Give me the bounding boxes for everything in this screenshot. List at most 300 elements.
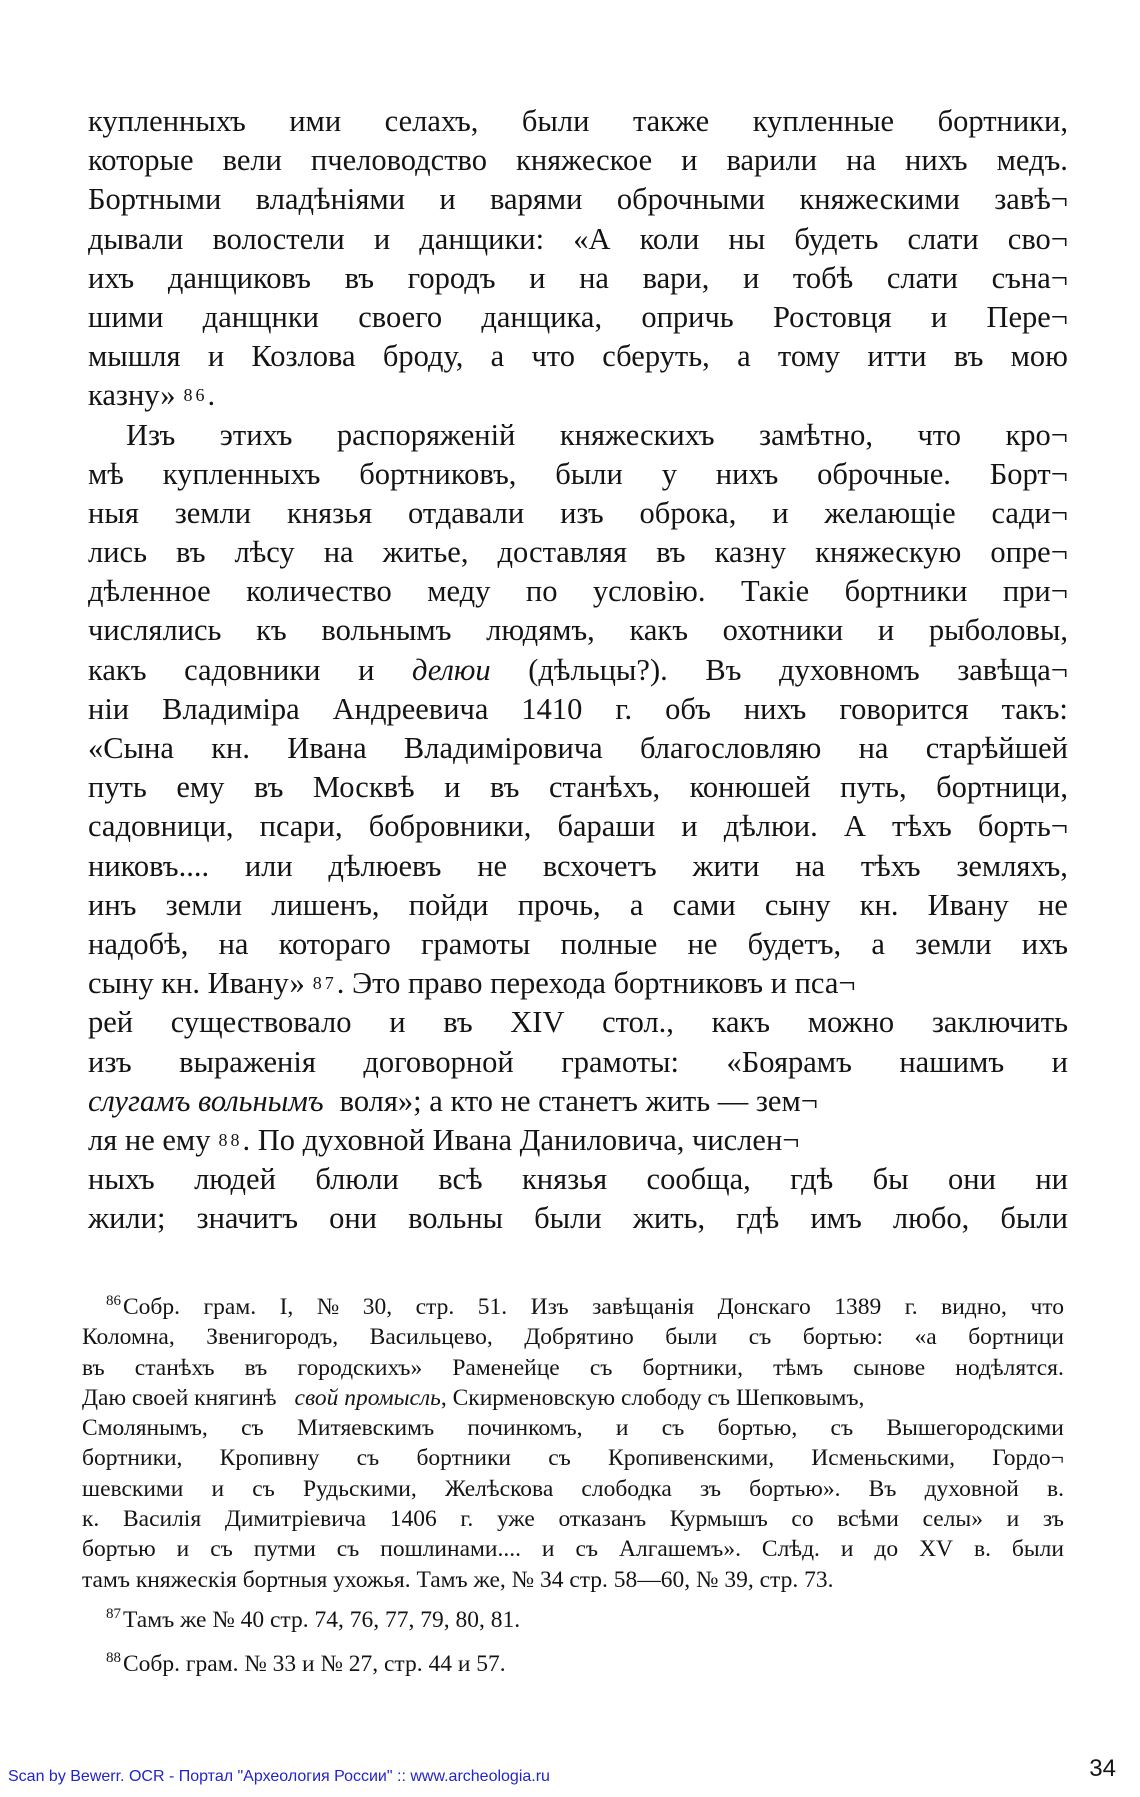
word: княжескую xyxy=(815,535,962,570)
word: Борт¬ xyxy=(989,456,1068,491)
word: I, xyxy=(279,1294,294,1320)
word: грамоты: xyxy=(561,1044,679,1079)
footnote-number: 87 xyxy=(106,1605,121,1622)
footnote-line xyxy=(82,1443,1064,1473)
word: вари, xyxy=(642,260,710,295)
word: уже xyxy=(496,1506,535,1533)
word: и xyxy=(681,809,698,844)
word: оброчные. xyxy=(817,456,951,491)
footnote-ref-88[interactable]: 88 xyxy=(218,1129,243,1150)
word: купленные xyxy=(752,104,895,138)
word: и xyxy=(389,1005,406,1040)
word: садовници, xyxy=(88,809,234,844)
word: были xyxy=(1011,1536,1064,1563)
word: сади¬ xyxy=(991,495,1068,530)
word: своего xyxy=(358,299,443,334)
word: объ xyxy=(665,691,711,726)
word: и xyxy=(211,1475,225,1502)
word: починкомъ, xyxy=(467,1415,583,1442)
footnote-text xyxy=(82,1353,1064,1383)
word: что xyxy=(917,417,961,452)
word: итти xyxy=(867,339,927,374)
word: тѣхъ xyxy=(892,809,952,844)
word: сыну xyxy=(764,887,831,922)
word: и xyxy=(176,1536,190,1563)
text-segment: сыну кн. Ивану» $^{87}$. Это право перехода бортниковъ и пса¬ xyxy=(88,966,856,1001)
word: со xyxy=(791,1506,814,1533)
word: Въ xyxy=(705,652,742,687)
word: рыболовы, xyxy=(928,613,1068,648)
footnote-text xyxy=(82,1443,1064,1473)
footnote-line xyxy=(82,1534,1064,1564)
footnote-text xyxy=(82,1504,1064,1534)
word: г. xyxy=(615,691,633,726)
word: они xyxy=(948,1162,996,1197)
text-line xyxy=(88,572,1068,611)
footnote-text: Тамъ же № 40 стр. 74, 76, 77, 79, 80, 81. xyxy=(123,1606,521,1633)
word: Димитріевича xyxy=(224,1506,367,1533)
text-line xyxy=(88,768,1068,807)
word: делюи xyxy=(412,652,491,687)
word: всѣ xyxy=(438,1162,483,1197)
word: и xyxy=(207,339,225,374)
word: ими xyxy=(289,104,342,138)
word: . xyxy=(207,378,216,413)
footnote-text xyxy=(123,1292,1064,1322)
word: нихъ xyxy=(743,691,807,726)
word: А xyxy=(843,809,866,844)
word: какъ xyxy=(88,652,147,687)
word: съ xyxy=(548,1445,571,1472)
word: (дѣльцы?). xyxy=(528,652,668,687)
word: изъ xyxy=(560,495,604,530)
word: инъ xyxy=(88,887,137,922)
word: завѣ¬ xyxy=(994,182,1068,217)
word: тѣмъ xyxy=(773,1354,824,1381)
footnote-line xyxy=(82,1565,1064,1595)
footnote-ref-87[interactable]: 87 xyxy=(312,973,337,994)
word: до xyxy=(874,1536,899,1563)
text-line xyxy=(88,220,1068,259)
footnote-ref-86[interactable]: 86 xyxy=(183,385,208,406)
word: количество xyxy=(246,574,392,609)
word: и xyxy=(877,613,895,648)
word: не xyxy=(687,926,718,961)
word: на xyxy=(795,848,826,883)
word: кро¬ xyxy=(1005,417,1068,452)
word: бортью». xyxy=(749,1475,841,1502)
footnotes xyxy=(82,1292,1064,1683)
word: Бортными xyxy=(88,182,222,217)
text-line xyxy=(88,729,1068,768)
word: путь, xyxy=(840,770,907,805)
word: к. xyxy=(82,1506,100,1533)
word: прочь, xyxy=(517,887,601,922)
word: гдѣ xyxy=(736,1201,780,1236)
word: на xyxy=(218,926,249,961)
italic-phrase: слугамъ вольнымъ xyxy=(88,1083,324,1118)
word: Вышегородскими xyxy=(886,1415,1064,1442)
word: грамоты xyxy=(421,926,531,961)
word: въ xyxy=(244,1354,268,1381)
word: видно, xyxy=(941,1294,1007,1320)
word: 1389 xyxy=(834,1294,882,1320)
word: бортниковъ, xyxy=(359,456,517,491)
word: отдавали xyxy=(408,495,525,530)
word: съ xyxy=(748,1324,772,1351)
word: бортники, xyxy=(642,1354,743,1381)
word: въ xyxy=(953,339,984,374)
word: замѣтно, xyxy=(759,417,873,452)
word: бортники xyxy=(844,574,968,609)
text-line xyxy=(88,1082,1068,1121)
word: данщика, xyxy=(481,299,603,334)
italic-phrase: свой промысль xyxy=(294,1384,441,1411)
word: были xyxy=(555,456,623,491)
footnote-text xyxy=(82,1413,1064,1443)
word: станѣхъ, xyxy=(548,770,661,805)
word: охотники xyxy=(722,613,844,648)
word: дѣлюевъ xyxy=(328,848,442,883)
word: Изъ xyxy=(530,1294,569,1320)
main-text xyxy=(88,102,1068,1238)
word: зъ xyxy=(1042,1506,1064,1533)
word: житье, xyxy=(382,535,469,570)
word: нашимъ xyxy=(899,1044,1005,1079)
word: медъ. xyxy=(996,143,1068,178)
footnote-text xyxy=(82,1322,1064,1352)
word: пойди xyxy=(408,887,489,922)
word: данщнки xyxy=(202,299,319,334)
word: духовной xyxy=(924,1475,1019,1502)
word: будеть xyxy=(794,221,879,256)
word: жити xyxy=(692,848,760,883)
word: варями xyxy=(490,182,583,217)
word: въ xyxy=(176,535,206,570)
word: также xyxy=(632,104,710,138)
text-line xyxy=(88,337,1068,376)
word: заключить xyxy=(931,1005,1068,1040)
word: Василія xyxy=(122,1506,202,1533)
word: рей xyxy=(88,1005,134,1040)
word: по xyxy=(525,574,558,609)
text-line xyxy=(88,1199,1068,1238)
word: мышля xyxy=(88,339,181,374)
word: Ивана xyxy=(287,731,367,765)
footnote-text: тамъ княжескія бортныя ухожья. Тамъ же, № 34 стр. 58—60, № 39, стр. 73. xyxy=(82,1566,834,1593)
footnote-line xyxy=(82,1383,1064,1413)
word: желающіе xyxy=(824,495,956,530)
footnote-text: Собр. грам. № 33 и № 27, стр. 44 и 57. xyxy=(123,1650,506,1677)
word: Собр. xyxy=(123,1294,181,1320)
word: путми xyxy=(253,1536,316,1563)
word: сво¬ xyxy=(1007,221,1068,256)
word: при¬ xyxy=(1002,574,1068,609)
word: на xyxy=(323,535,354,570)
word: котораго xyxy=(278,926,391,961)
word: отказанъ xyxy=(558,1506,647,1533)
footnote-87 xyxy=(82,1601,1064,1639)
word: доставляя xyxy=(497,535,628,570)
footnote-text xyxy=(82,1474,1064,1504)
word: существовало xyxy=(170,1005,352,1040)
word: Въ xyxy=(868,1475,897,1502)
word: данщиковъ xyxy=(167,260,311,295)
page-number: 34 xyxy=(1089,1755,1116,1782)
word: селы» xyxy=(922,1506,983,1533)
word: Алгашемъ». xyxy=(619,1536,741,1563)
text-line xyxy=(88,651,1068,690)
word: у xyxy=(661,456,677,491)
word: «Сына xyxy=(88,731,174,765)
word: 51. xyxy=(477,1294,508,1320)
word: тобѣ xyxy=(792,260,854,295)
word: путь xyxy=(88,770,147,805)
word: броду, xyxy=(382,339,464,374)
text-line xyxy=(88,847,1068,886)
word: в. xyxy=(1047,1475,1064,1502)
word: жить, xyxy=(632,1201,706,1236)
word: а xyxy=(871,926,885,961)
word: бортью xyxy=(82,1536,156,1563)
word: 30, xyxy=(362,1294,393,1320)
word: въ xyxy=(656,535,686,570)
word: и xyxy=(772,495,789,530)
word: какъ xyxy=(711,1005,771,1040)
word: стр. xyxy=(415,1294,455,1320)
word: къ xyxy=(256,613,287,648)
word: они xyxy=(329,1201,377,1236)
word: Козлова xyxy=(251,339,356,374)
word: и xyxy=(439,182,456,217)
word: съ xyxy=(336,1536,360,1563)
word: нихъ xyxy=(905,143,968,178)
text-line xyxy=(88,494,1068,533)
word: городскихъ» xyxy=(297,1354,423,1381)
word: нодѣлятся. xyxy=(955,1354,1064,1381)
word: оброка, xyxy=(639,495,737,530)
word: съ xyxy=(210,1536,233,1563)
text-line xyxy=(88,533,1068,572)
word: на xyxy=(846,143,877,178)
word: съ xyxy=(356,1445,380,1472)
text-line xyxy=(88,376,1068,415)
word: не xyxy=(1038,887,1068,922)
word: ему xyxy=(176,770,225,805)
word: и xyxy=(1006,1506,1020,1533)
word: а xyxy=(629,887,644,922)
word: земли xyxy=(915,926,992,961)
word: в. xyxy=(973,1536,991,1563)
footnote-number-86: 86 xyxy=(106,1293,121,1309)
word: а xyxy=(737,339,751,374)
word: слободка xyxy=(581,1475,672,1502)
word: жили; xyxy=(88,1201,166,1236)
word: сберуть, xyxy=(602,339,710,374)
word: ихъ xyxy=(88,260,135,295)
word: сынове xyxy=(853,1354,926,1381)
word: земли xyxy=(174,495,252,530)
word: вольны xyxy=(408,1201,504,1236)
footnote-line xyxy=(82,1322,1064,1352)
word: въ xyxy=(490,770,520,805)
word: г. xyxy=(904,1294,918,1320)
word: XIV xyxy=(510,1005,565,1040)
word: и xyxy=(615,1415,629,1442)
word: Кропивну xyxy=(219,1445,320,1472)
word: Звенигородъ, xyxy=(206,1324,339,1351)
word: псари, xyxy=(259,809,343,844)
word: г. xyxy=(460,1506,474,1533)
word: княжескихъ xyxy=(559,417,715,452)
word: опричь xyxy=(641,299,734,334)
word: были xyxy=(1000,1201,1068,1236)
footnote-number: 88 xyxy=(106,1649,121,1666)
text-line xyxy=(88,259,1068,298)
word: князья xyxy=(521,1162,608,1197)
word: казну» xyxy=(88,378,176,413)
word: дѣлюи. xyxy=(723,809,818,844)
word: Добрятино xyxy=(524,1324,634,1351)
word: Кропивенскими, xyxy=(608,1445,775,1472)
word: условію. xyxy=(592,574,706,609)
word: всхочетъ xyxy=(542,848,657,883)
word: слати xyxy=(886,260,958,295)
word: пчеловодство xyxy=(310,143,487,178)
word: этихъ xyxy=(219,417,293,452)
word: Митяевскимъ xyxy=(297,1415,435,1442)
text-line xyxy=(88,807,1068,846)
text-line xyxy=(88,925,1068,964)
word: данщики: xyxy=(419,221,545,256)
word: ныхъ xyxy=(88,1162,155,1197)
word: съ xyxy=(575,1536,599,1563)
word: Исменьскими, xyxy=(811,1445,956,1472)
word: и xyxy=(742,260,760,295)
text-line xyxy=(88,416,1068,455)
word: людямъ, xyxy=(486,613,595,648)
footnote-text xyxy=(82,1534,1064,1564)
word: съ xyxy=(252,1475,275,1502)
word: въ xyxy=(344,260,374,295)
word: грам. xyxy=(203,1294,257,1320)
word: въ xyxy=(253,770,284,805)
word: вольнымъ xyxy=(321,613,452,648)
word: и xyxy=(840,1536,854,1563)
word: бортники xyxy=(416,1445,511,1472)
word: бы xyxy=(872,1162,909,1197)
word: завѣщанія xyxy=(592,1294,695,1320)
word: вели xyxy=(222,143,282,178)
word: изъ xyxy=(88,1044,132,1079)
word: нихъ xyxy=(715,456,779,491)
word: а xyxy=(490,339,505,374)
text-segment: , Скирменовскую слободу съ Шепковымъ, xyxy=(440,1384,865,1411)
word: что xyxy=(1030,1294,1064,1320)
word: княжеское xyxy=(516,143,653,178)
word: купленныхъ xyxy=(88,104,246,138)
word: въ xyxy=(82,1354,105,1381)
text-line xyxy=(88,180,1068,219)
word: можно xyxy=(807,1005,895,1040)
word: Пере¬ xyxy=(986,299,1068,334)
word: кн. xyxy=(211,731,250,765)
word: купленныхъ xyxy=(162,456,321,491)
word: всѣми xyxy=(837,1506,899,1533)
word: были xyxy=(665,1324,718,1351)
word: гдѣ xyxy=(790,1162,834,1197)
footnote-88 xyxy=(82,1645,1064,1683)
scan-credit[interactable]: Scan by Bewerr. OCR - Портал "Археология России" :: www.archeologia.ru xyxy=(8,1768,550,1785)
word: земляхъ, xyxy=(956,848,1068,883)
word: дывали xyxy=(88,221,184,256)
word: бобровники, xyxy=(368,809,532,844)
word: Андреевича xyxy=(332,691,489,726)
word: волостели xyxy=(212,221,345,256)
word: и xyxy=(681,143,698,178)
word: кн. xyxy=(859,887,899,922)
text-line xyxy=(88,1043,1068,1082)
word: лишенъ, xyxy=(271,887,380,922)
word: съна¬ xyxy=(991,260,1068,295)
text-line xyxy=(88,964,1068,1003)
word: Донскаго xyxy=(717,1294,811,1320)
footnote-line xyxy=(82,1292,1064,1322)
word: въ xyxy=(443,1005,473,1040)
word: говорится xyxy=(839,691,969,726)
word: «а xyxy=(914,1324,937,1351)
word: Гордо¬ xyxy=(992,1445,1064,1472)
word: надобѣ, xyxy=(88,926,189,961)
footnote-line xyxy=(82,1474,1064,1504)
text-line xyxy=(88,1003,1068,1042)
word: лѣсу xyxy=(234,535,295,570)
text-line xyxy=(88,298,1068,337)
text-line xyxy=(88,141,1068,180)
word: любо, xyxy=(892,1201,970,1236)
word: Желѣскова xyxy=(444,1475,554,1502)
word: варили xyxy=(726,143,818,178)
word: казну xyxy=(714,535,787,570)
word: числялись xyxy=(88,613,222,648)
text-line xyxy=(88,1160,1068,1199)
word: на xyxy=(579,260,609,295)
word: договорной xyxy=(363,1044,514,1079)
word: выраженія xyxy=(179,1044,316,1079)
word: тѣхъ xyxy=(860,848,921,883)
word: такъ: xyxy=(1001,691,1068,726)
word: ніи xyxy=(88,691,130,726)
word: Владиміровича xyxy=(403,731,603,765)
word: были xyxy=(534,1201,602,1236)
word: которые xyxy=(88,143,194,178)
word: бортници xyxy=(968,1324,1064,1351)
word: съ xyxy=(830,1415,854,1442)
word: «А xyxy=(573,221,611,256)
word: съ xyxy=(589,1354,613,1381)
word: князья xyxy=(287,495,373,530)
word: и xyxy=(930,299,948,334)
word: слати xyxy=(907,221,979,256)
word: и xyxy=(541,1536,555,1563)
word: мѣ xyxy=(88,456,124,491)
word: ны xyxy=(728,221,766,256)
word: Ростовця xyxy=(772,299,892,334)
word: были xyxy=(521,104,590,138)
word: станѣхъ xyxy=(134,1354,215,1381)
word: 1410 xyxy=(521,691,583,726)
word: распоряженій xyxy=(336,417,516,452)
